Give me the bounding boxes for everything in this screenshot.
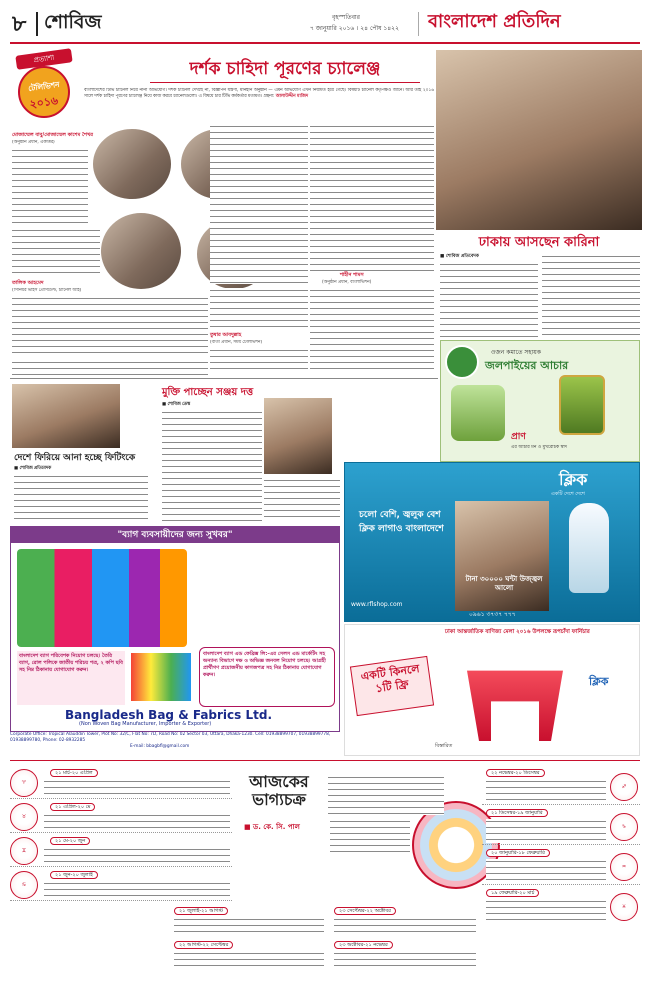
fabric-rolls-image bbox=[131, 653, 191, 701]
sign-text bbox=[44, 847, 230, 865]
person-2-text bbox=[12, 296, 208, 358]
click-slogan-2: ক্লিক লাগাও বাংলাদেশে bbox=[359, 524, 444, 534]
sanjay-text bbox=[162, 410, 262, 522]
sign-range: ২১ মে-২০ জুন bbox=[50, 837, 90, 845]
bag-address: Corporate Office: Tropical Alauddin Tower, Plot No: 32/C, Flat No: 7D, Road No: 02 Sector 03, Uttara, Dhaka-1230. Cell: 01938899707, 01938899778, 01938899780, Phone: 02-8932285 bbox=[10, 732, 331, 743]
sign-range: ২১ এপ্রিল-২০ মে bbox=[50, 803, 95, 811]
date-line: ৭ জানুয়ারি ২০১৬ । ২৪ পৌষ ১৪২২ bbox=[310, 25, 399, 32]
click-slogan-1: চলো বেশি, জ্বলুক বেশ bbox=[359, 510, 441, 520]
section-divider bbox=[36, 12, 38, 36]
section-title: শোবিজ bbox=[44, 11, 102, 33]
rfl-footer: বিস্তারিত bbox=[435, 743, 453, 749]
sign-text bbox=[486, 819, 606, 843]
sign-range: ২৩ সেপ্টেম্বর-২২ অক্টোবর bbox=[334, 907, 396, 915]
pisces-icon: ♓ bbox=[610, 893, 638, 921]
person-4-name: তুষার আবদুল্লাহ bbox=[210, 332, 242, 338]
badge-middle-text: টেলিভিশন bbox=[27, 79, 61, 94]
fitting-headline: দেশে ফিরিয়ে আনা হচ্ছে ফিটিংকে bbox=[14, 453, 136, 463]
lead-intro bbox=[84, 88, 434, 114]
sign-capricorn bbox=[482, 809, 640, 845]
sign-text bbox=[334, 917, 476, 935]
sign-range: ২১ জুন-২০ জুলাই bbox=[50, 871, 98, 879]
sign-range: ২১ মার্চ-২০ এপ্রিল bbox=[50, 769, 98, 777]
tv-2016-badge bbox=[12, 50, 76, 126]
rfl-furniture-ad bbox=[344, 624, 640, 756]
chair-table-image bbox=[455, 653, 575, 741]
person-2-text-cont bbox=[210, 288, 308, 328]
rfl-promo-text: ঢাকা আন্তর্জাতিক বাণিজ্য মেলা ২০১৬ উপলক্ষে রূপচাঁদা ফার্নিচার bbox=[445, 629, 590, 635]
click-sub: একটি দেশে দেশে bbox=[551, 491, 585, 497]
person-1-text bbox=[12, 148, 88, 226]
portrait-photo bbox=[92, 128, 172, 200]
sign-libra bbox=[330, 907, 480, 937]
sign-range: ২১ জুলাই-২১ আগস্ট bbox=[174, 907, 228, 915]
click-bonus: টানা ৩০০০০ ঘন্টা উজ্জ্বল আলো bbox=[465, 575, 543, 593]
bag-right-text: বাংলাদেশ ব্যাগ এন্ড ফেব্রিক্স লি:-এর সেলস এন্ড মার্কেটিং সহ অন্যান্য বিভাগে দক্ষ ও অভিজ্ঞ জনবল নিয়োগ চলছে। আগ্রহী প্রার্থীগণ প্রয়োজনীয় কাগজপত্র সহ নিম্ন ঠিকানায় যোগাযোগ করুন। bbox=[199, 647, 335, 707]
rfl-brand: ক্লিক bbox=[589, 675, 609, 688]
sign-text bbox=[486, 859, 606, 883]
capricorn-icon: ♑ bbox=[610, 813, 638, 841]
badge-top-text: প্রত্যাশা bbox=[33, 53, 55, 65]
bag-company-name: Bangladesh Bag & Fabrics Ltd. bbox=[65, 708, 273, 722]
click-website: www.rflshop.com bbox=[351, 601, 403, 608]
fitting-text bbox=[14, 474, 148, 522]
masthead-divider bbox=[418, 12, 419, 36]
rfl-offer: একটি কিনলে ১টি ফ্রি bbox=[350, 656, 434, 716]
kareena-photo bbox=[436, 50, 642, 230]
kareena-text-col2 bbox=[542, 254, 640, 340]
person-1-name: মোজাম্মেল বাবু/মোজাম্মেল কাশেম শৈখর bbox=[12, 132, 94, 138]
sign-gemini bbox=[10, 837, 232, 867]
sign-cancer bbox=[10, 871, 232, 901]
sign-aquarius bbox=[482, 849, 640, 885]
horoscope-title bbox=[242, 773, 316, 809]
pran-sub: এর আচার মন ও মুখরোচক স্বাদ bbox=[511, 445, 568, 450]
person-2-name: তালিক আহমেদ bbox=[12, 280, 44, 286]
masthead-rule bbox=[10, 42, 640, 44]
person-3-text bbox=[310, 124, 434, 274]
click-model-photo bbox=[455, 501, 549, 611]
person-2-title: (সিনিয়র ভাইস প্রেসিডেন্ট, চ্যানেল আই) bbox=[12, 288, 82, 293]
fitting-reporter: ■ শোবিজ প্রতিবেদক bbox=[14, 466, 52, 471]
sign-aries bbox=[10, 769, 232, 799]
taurus-icon: ♉ bbox=[10, 803, 38, 831]
horoscope-author: ■ ড. কে. সি. পাল bbox=[244, 823, 300, 831]
portrait-photo bbox=[100, 212, 182, 290]
fitting-photo bbox=[12, 384, 120, 448]
sagittarius-icon: ♐ bbox=[610, 773, 638, 801]
masthead bbox=[10, 8, 640, 42]
lead-intro-text: বাংলাদেশের টিভি চ্যানেল নিয়ে নানা অভিযোগ। দর্শক চ্যানেল দেখছে না, বিজ্ঞাপন যন্ত্রণা, মানহীন অনুষ্ঠান — এমন অভিযোগ এখন নিয়মিত হয়ে গেছে। বিষয়টি চ্যানেল কর্তৃপক্ষও জানে। আর তাই ২০১৬ সালে দর্শক চাহিদা পূরণের চ্যালেঞ্জ নিয়ে কাজ করবে চ্যানেলগুলো। এ বিষয়ে চার টিভি কর্মকর্তার মতামত। গ্রন্থনা: bbox=[84, 88, 434, 99]
sign-text bbox=[174, 951, 324, 969]
newspaper-logo: বাংলাদেশ প্রতিদিন bbox=[428, 11, 561, 32]
lead-body-col bbox=[210, 124, 308, 284]
person-1-text-cont bbox=[12, 228, 100, 276]
sign-leo bbox=[170, 907, 328, 937]
sign-pisces bbox=[482, 889, 640, 925]
sanjay-photo bbox=[264, 398, 332, 474]
badge-year: ২০১৬ bbox=[28, 94, 59, 111]
sanjay-headline: মুক্তি পাচ্ছেন সঞ্জয় দত্ত bbox=[162, 387, 254, 398]
kareena-text-col1 bbox=[440, 262, 538, 340]
page-number: ৮ bbox=[12, 12, 27, 37]
sign-text bbox=[486, 779, 606, 803]
click-logo: ক্লিক bbox=[559, 470, 588, 489]
scale-image bbox=[451, 385, 505, 441]
lead-byline: আলাউদ্দীন মাজিদ bbox=[275, 94, 309, 99]
lead-headline: দর্শক চাহিদা পূরণের চ্যালেঞ্জ bbox=[189, 59, 381, 79]
aries-icon: ♈ bbox=[10, 769, 38, 797]
kareena-headline: ঢাকায় আসছেন কারিনা bbox=[478, 235, 600, 250]
bag-left-text: বাংলাদেশ ব্যাগ পরিবেশক নিয়োগ চলছে। তৈরি ব্যাগ, রোল পলিকে জাতীয় পরিচয় পত্র, ২ কপি ছবি সহ নিম্ন ঠিকানায় যোগাযোগ করুন। bbox=[17, 651, 125, 705]
sign-text bbox=[486, 899, 606, 923]
person-1-title: (অনুষ্ঠান প্রধান, একাত্তর) bbox=[12, 140, 55, 145]
sanjay-reporter: ■ শোবিজ ডেস্ক bbox=[162, 402, 191, 407]
sign-taurus bbox=[10, 803, 232, 833]
horoscope-section bbox=[10, 760, 640, 976]
lead-headline-underline bbox=[150, 82, 420, 83]
horoscope-title-text: আজকের ভাগ্যচক্র bbox=[249, 772, 309, 809]
click-hotline: ০৯৬১ ৩৭৩৭ ৭৭৭ bbox=[469, 611, 516, 618]
sign-range: ২৩ অক্টোবর-২১ নভেম্বর bbox=[334, 941, 393, 949]
sign-text bbox=[44, 813, 230, 831]
pran-product: জলপাইয়ের আচার bbox=[485, 359, 569, 372]
person-3-name: শাহীন শামস bbox=[340, 272, 364, 278]
cancer-icon: ♋ bbox=[10, 871, 38, 899]
sanjay-text-cont bbox=[264, 478, 340, 522]
pran-brand: প্রাণ bbox=[511, 432, 526, 442]
bag-fabrics-ad bbox=[10, 526, 340, 732]
sign-text bbox=[44, 881, 230, 899]
bag-ad-banner: "ব্যাগ ব্যবসায়ীদের জন্য সুখবর" bbox=[11, 527, 339, 543]
sign-virgo bbox=[170, 941, 328, 971]
person-4-title: (বার্তা প্রধান, সময় টেলিভিশন) bbox=[210, 340, 263, 345]
aquarius-icon: ♒ bbox=[610, 853, 638, 881]
person-3-title: (অনুষ্ঠান প্রধান, বাংলাভিশন) bbox=[322, 280, 372, 285]
bulb-image bbox=[569, 503, 609, 593]
click-bulb-ad bbox=[344, 462, 640, 622]
gemini-icon: ♊ bbox=[10, 837, 38, 865]
bags-image bbox=[17, 549, 187, 647]
pickle-jar-image bbox=[559, 375, 605, 435]
weekday: বৃহস্পতিবার bbox=[332, 14, 360, 21]
bag-email: E-mail: bbagbfl@gmail.com bbox=[130, 744, 190, 749]
sign-sagittarius bbox=[482, 769, 640, 805]
pran-pickle-ad bbox=[440, 340, 640, 462]
left-text-bottom bbox=[12, 360, 208, 376]
sign-text bbox=[44, 779, 230, 797]
sign-range: ২০ জানুয়ারি-১৮ ফেব্রুয়ারি bbox=[486, 849, 550, 857]
sign-range: ২১ ডিসেম্বর-১৯ জানুয়ারি bbox=[486, 809, 548, 817]
horoscope-intro-2 bbox=[330, 819, 410, 855]
pran-circle-badge bbox=[445, 345, 479, 379]
person-3-text-cont bbox=[310, 288, 434, 374]
kareena-reporter: ■ শোবিজ প্রতিবেদক bbox=[440, 254, 479, 259]
horoscope-intro bbox=[328, 775, 444, 815]
sign-range: ২২ নভেম্বর-২০ ডিসেম্বর bbox=[486, 769, 545, 777]
sign-text bbox=[174, 917, 324, 935]
pran-tagline: ওজন কমাতে সহায়ক bbox=[491, 349, 541, 356]
bag-company-tagline: (Non Woven Bag Manufacturer, Importer & Exporter) bbox=[79, 721, 212, 727]
sign-range: ২২ আগস্ট-২২ সেপ্টেম্বর bbox=[174, 941, 233, 949]
sign-range: ১৯ ফেব্রুয়ারি-২০ মার্চ bbox=[486, 889, 539, 897]
section-rule bbox=[10, 378, 438, 379]
sign-text bbox=[334, 951, 476, 969]
person-4-text bbox=[210, 348, 308, 374]
sign-scorpio bbox=[330, 941, 480, 971]
